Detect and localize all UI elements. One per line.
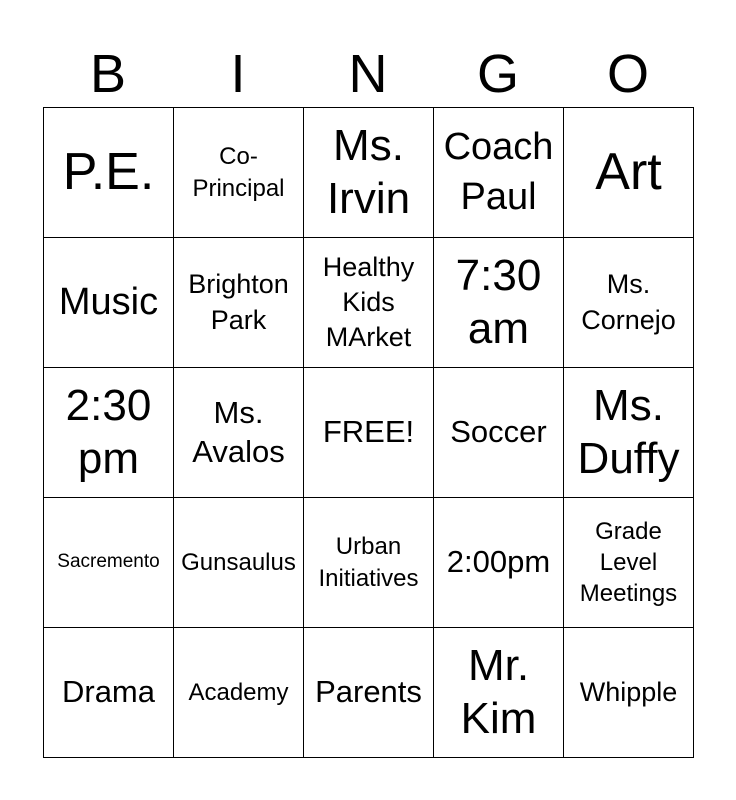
bingo-cell: Coach Paul — [434, 108, 564, 238]
bingo-cell: Brighton Park — [174, 238, 304, 368]
header-letter-g: G — [476, 44, 519, 104]
bingo-cell: Sacremento — [44, 498, 174, 628]
bingo-cell: 2:00pm — [434, 498, 564, 628]
bingo-cell: Music — [44, 238, 174, 368]
bingo-cell: Parents — [304, 628, 434, 758]
bingo-board — [43, 107, 694, 758]
bingo-cell: Drama — [44, 628, 174, 758]
bingo-cell: Soccer — [434, 368, 564, 498]
bingo-cell: Ms. Cornejo — [564, 238, 694, 368]
bingo-cell: Ms. Avalos — [174, 368, 304, 498]
bingo-cell: Mr. Kim — [434, 628, 564, 758]
bingo-cell: Art — [564, 108, 694, 238]
header-letter-n: N — [348, 44, 388, 104]
bingo-cell: Whipple — [564, 628, 694, 758]
bingo-cell: Healthy Kids MArket — [304, 238, 434, 368]
header-letter-o: O — [606, 44, 649, 104]
bingo-cell: Grade Level Meetings — [564, 498, 694, 628]
bingo-cell: Gunsaulus — [174, 498, 304, 628]
bingo-cell: Ms. Irvin — [304, 108, 434, 238]
header-letter-i: I — [230, 44, 246, 104]
header-letter-b: B — [89, 44, 127, 104]
bingo-header — [43, 40, 693, 108]
bingo-cell: Ms. Duffy — [564, 368, 694, 498]
bingo-cell: Academy — [174, 628, 304, 758]
bingo-cell: Co- Principal — [174, 108, 304, 238]
bingo-cell: 2:30 pm — [44, 368, 174, 498]
bingo-cell: Urban Initiatives — [304, 498, 434, 628]
bingo-cell: P.E. — [44, 108, 174, 238]
free-space: FREE! — [304, 368, 434, 498]
bingo-cell: 7:30 am — [434, 238, 564, 368]
